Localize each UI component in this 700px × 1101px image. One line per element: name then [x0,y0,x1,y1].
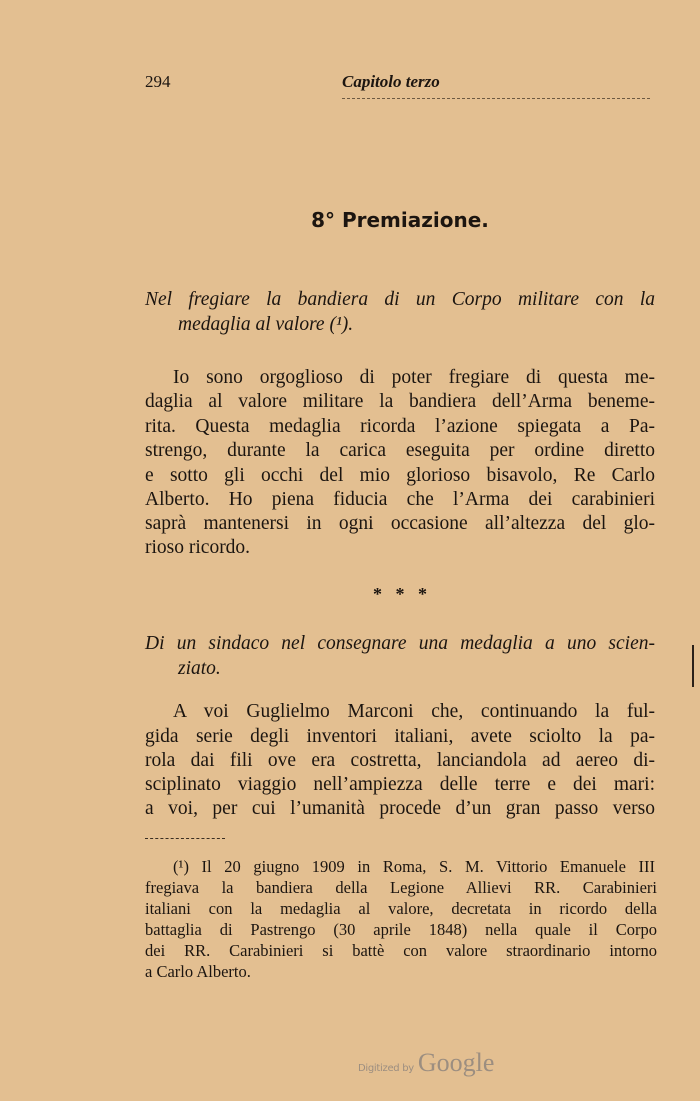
footnote-line: fregiava la bandiera della Legione Allievi RR. Carabinieri [145,878,657,897]
footnote-line: (¹) Il 20 giugno 1909 in Roma, S. M. Vittorio Emanuele III [173,857,655,876]
piece-heading-line: medaglia al valore (¹). [178,314,354,335]
body-line: rola dai fili ove era costretta, lanciandola ad aereo di- [145,750,655,771]
page-number: 294 [145,72,171,91]
body-line: Alberto. Ho piena fiducia che l’Arma dei carabinieri [145,489,655,510]
scan-mark [692,645,694,687]
body-line: a voi, per cui l’umanità procede d’un gran passo verso [145,798,655,819]
piece-heading-line: Di un sindaco nel consegnare una medaglia a uno scien- [145,633,655,654]
watermark-brand: Google [417,1048,495,1077]
body-line: strengo, durante la carica eseguita per ordine diretto [145,440,655,461]
piece-heading-line: Nel fregiare la bandiera di un Corpo militare con la [145,289,655,310]
google-watermark [358,1048,494,1078]
footnote-line: italiani con la medaglia al valore, decretata in ricordo della [145,899,657,918]
section-title: 8° Premiazione. [311,208,489,232]
body-line: rioso ricordo. [145,537,251,558]
body-line: rita. Questa medaglia ricorda l’azione spiegata a Pa- [145,416,655,437]
footnote-line: a Carlo Alberto. [145,962,251,981]
section-separator: * * * [373,584,427,604]
body-line: gida serie degli inventori italiani, avete sciolto la pa- [145,726,655,747]
footnote-line: battaglia di Pastrengo (30 aprile 1848) nella quale il Corpo [145,920,657,939]
body-line: sciplinato viaggio nell’ampiezza delle terre e dei mari: [145,774,655,795]
running-title: Capitolo terzo [342,72,440,91]
body-line: e sotto gli occhi del mio glorioso bisavolo, Re Carlo [145,465,655,486]
body-line: Io sono orgoglioso di poter fregiare di questa me- [173,367,655,388]
body-line: saprà mantenersi in ogni occasione all’altezza del glo- [145,513,655,534]
body-line: daglia al valore militare la bandiera dell’Arma beneme- [145,391,655,412]
header-rule [342,98,650,99]
footnote-line: dei RR. Carabinieri si battè con valore straordinario intorno [145,941,657,960]
footnote-rule [145,838,225,839]
watermark-prefix: Digitized by [358,1063,414,1074]
piece-heading-line: ziato. [178,658,221,679]
body-line: A voi Guglielmo Marconi che, continuando la ful- [173,701,655,722]
